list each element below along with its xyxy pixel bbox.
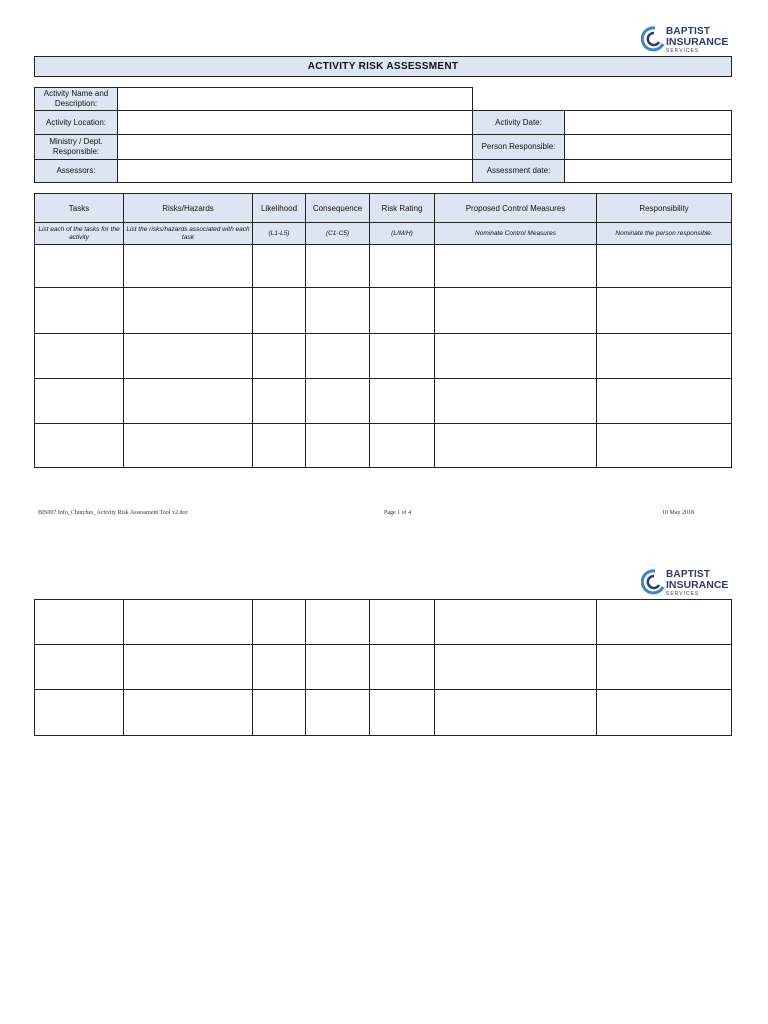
cell[interactable] xyxy=(124,245,253,288)
ministry-label: Ministry / Dept. Responsible: xyxy=(35,135,118,160)
table-row xyxy=(35,334,732,379)
cell[interactable] xyxy=(435,690,597,736)
cell[interactable] xyxy=(253,690,306,736)
cell[interactable] xyxy=(597,334,732,379)
table-row xyxy=(35,424,732,468)
activity-name-label: Activity Name and Description: xyxy=(35,88,118,111)
cell[interactable] xyxy=(370,424,435,468)
cell[interactable] xyxy=(370,645,435,690)
cell[interactable] xyxy=(597,424,732,468)
cell[interactable] xyxy=(124,334,253,379)
cell[interactable] xyxy=(435,379,597,424)
header-responsibility: Responsibility xyxy=(597,194,732,223)
activity-location-label: Activity Location: xyxy=(35,111,118,135)
header-likelihood: Likelihood xyxy=(253,194,306,223)
logo-line-2: INSURANCE xyxy=(666,579,729,591)
cell[interactable] xyxy=(597,245,732,288)
cell[interactable] xyxy=(35,690,124,736)
assessors-label: Assessors: xyxy=(35,160,118,183)
subheader-consequence: (C1-C5) xyxy=(306,223,370,245)
cell[interactable] xyxy=(253,334,306,379)
cell[interactable] xyxy=(124,600,253,645)
cell[interactable] xyxy=(370,245,435,288)
cell[interactable] xyxy=(306,245,370,288)
subheader-likelihood: (L1-L5) xyxy=(253,223,306,245)
cell[interactable] xyxy=(35,245,124,288)
cell[interactable] xyxy=(306,645,370,690)
cell[interactable] xyxy=(253,645,306,690)
cell[interactable] xyxy=(253,288,306,334)
logo-line-2: INSURANCE xyxy=(666,36,729,48)
logo-line-3: SERVICES xyxy=(666,591,700,597)
cell[interactable] xyxy=(435,245,597,288)
subheader-control-measures: Nominate Control Measures xyxy=(435,223,597,245)
cell[interactable] xyxy=(370,379,435,424)
cell[interactable] xyxy=(306,288,370,334)
cell[interactable] xyxy=(124,645,253,690)
logo xyxy=(641,24,729,60)
logo-line-1: BAPTIST xyxy=(666,26,711,37)
table-row xyxy=(35,690,732,736)
logo-swirl-icon xyxy=(641,26,665,52)
subheader-risk-rating: (L/M/H) xyxy=(370,223,435,245)
cell[interactable] xyxy=(306,600,370,645)
cell[interactable] xyxy=(435,645,597,690)
cell[interactable] xyxy=(306,690,370,736)
cell[interactable] xyxy=(124,424,253,468)
cell[interactable] xyxy=(306,379,370,424)
table-row xyxy=(35,288,732,334)
subheader-responsibility: Nominate the person responsible. xyxy=(597,223,732,245)
cell[interactable] xyxy=(435,334,597,379)
cell[interactable] xyxy=(370,288,435,334)
cell[interactable] xyxy=(253,379,306,424)
cell[interactable] xyxy=(597,379,732,424)
cell[interactable] xyxy=(435,288,597,334)
cell[interactable] xyxy=(124,379,253,424)
cell[interactable] xyxy=(124,690,253,736)
cell[interactable] xyxy=(435,424,597,468)
risk-table xyxy=(34,193,732,468)
cell[interactable] xyxy=(435,600,597,645)
logo-swirl-icon xyxy=(641,569,665,595)
assessment-date-field[interactable] xyxy=(565,160,732,183)
activity-date-label: Activity Date: xyxy=(473,111,565,135)
cell[interactable] xyxy=(35,424,124,468)
cell[interactable] xyxy=(253,424,306,468)
cell[interactable] xyxy=(35,334,124,379)
person-responsible-field[interactable] xyxy=(565,135,732,160)
cell[interactable] xyxy=(370,334,435,379)
table-row xyxy=(35,379,732,424)
activity-location-field[interactable] xyxy=(118,111,473,135)
cell[interactable] xyxy=(597,690,732,736)
cell[interactable] xyxy=(597,600,732,645)
assessment-date-label: Assessment date: xyxy=(473,160,565,183)
cell[interactable] xyxy=(597,288,732,334)
cell[interactable] xyxy=(306,334,370,379)
activity-date-field[interactable] xyxy=(565,111,732,135)
cell[interactable] xyxy=(370,600,435,645)
cell[interactable] xyxy=(253,245,306,288)
subheader-risks: List the risks/hazards associated with each task xyxy=(124,223,253,245)
header-control-measures: Proposed Control Measures xyxy=(435,194,597,223)
footer-page-number: Page 1 of 4 xyxy=(384,510,412,516)
cell[interactable] xyxy=(35,288,124,334)
cell[interactable] xyxy=(253,600,306,645)
header-risk-rating: Risk Rating xyxy=(370,194,435,223)
footer-date: 10 May 2018 xyxy=(662,510,694,516)
assessors-field[interactable] xyxy=(118,160,473,183)
footer-filename: BIS007 Info_Churches_Activity Risk Assessment Tool v2.doc xyxy=(38,510,189,516)
header-tasks: Tasks xyxy=(35,194,124,223)
table-row xyxy=(35,245,732,288)
cell[interactable] xyxy=(597,645,732,690)
subheader-tasks: List each of the tasks for the activity xyxy=(35,223,124,245)
logo-line-3: SERVICES xyxy=(666,48,700,54)
header-risks: Risks/Hazards xyxy=(124,194,253,223)
info-name-table xyxy=(34,87,473,111)
person-responsible-label: Person Responsible: xyxy=(473,135,565,160)
info-table xyxy=(34,110,732,183)
cell[interactable] xyxy=(35,379,124,424)
ministry-field[interactable] xyxy=(118,135,473,160)
table-row xyxy=(35,645,732,690)
cell[interactable] xyxy=(370,690,435,736)
logo-line-1: BAPTIST xyxy=(666,569,711,580)
header-consequence: Consequence xyxy=(306,194,370,223)
cell[interactable] xyxy=(306,424,370,468)
logo xyxy=(641,567,729,603)
activity-name-field[interactable] xyxy=(118,88,473,111)
cell[interactable] xyxy=(35,600,124,645)
page-title: ACTIVITY RISK ASSESSMENT xyxy=(34,56,732,77)
table-row xyxy=(35,600,732,645)
cell[interactable] xyxy=(35,645,124,690)
cell[interactable] xyxy=(124,288,253,334)
risk-table-continued xyxy=(34,599,732,736)
